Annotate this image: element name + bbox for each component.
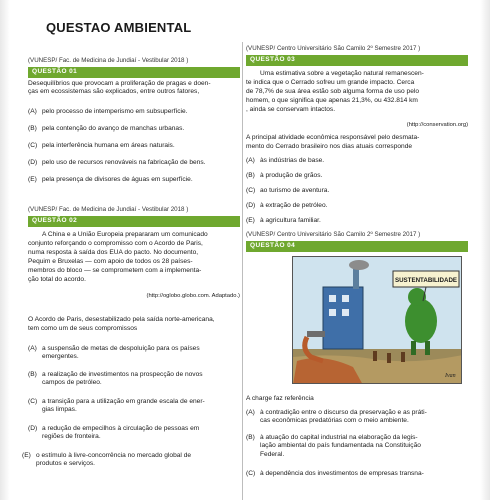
option-letter: (C): [246, 187, 256, 194]
q1-label-bar: [28, 67, 240, 77]
q1-option-c[interactable]: [28, 142, 240, 150]
q4-option-b[interactable]: [246, 434, 468, 459]
q3-label: QUESTÃO 03: [250, 56, 296, 63]
q4-option-a[interactable]: [246, 409, 468, 426]
cartoon-illustration: [293, 257, 462, 384]
q2-text-line-4: Pequim e Bruxelas — com apoio de todos os 28 países-: [28, 258, 193, 265]
option-text: a suspensão de metas de despoluição para os países: [42, 345, 200, 352]
q1-source: (VUNESP/ Fac. de Medicina de Jundiaí - Vestibular 2018 ): [28, 57, 189, 64]
option-text: a transição para a utilização em grande escala de ener-: [42, 398, 205, 405]
q2-label-underline: [28, 226, 240, 227]
q3-text-line-5: , ainda se conservam intactos.: [246, 106, 336, 113]
option-text: pela presença de divisores de águas em superfície.: [42, 176, 193, 183]
option-text: gias limpas.: [42, 406, 77, 414]
q4-stem: A charge faz referência: [246, 395, 314, 402]
q2-text-line-3: numa resposta à saída dos EUA do pacto. No documento,: [28, 249, 199, 256]
q3-option-b[interactable]: [246, 172, 468, 180]
option-letter: (C): [246, 470, 256, 477]
option-letter: (C): [28, 398, 38, 405]
q1-stem-line-1: Desequilíbrios que provocam a proliferação de pragas e doen-: [28, 80, 211, 87]
option-text: à agricultura familiar.: [260, 217, 321, 224]
option-letter: (D): [246, 202, 256, 209]
q2-option-e[interactable]: [22, 452, 234, 469]
option-letter: (B): [28, 125, 37, 132]
q3-text-line-1: Uma estimativa sobre a vegetação natural remanescen-: [260, 70, 424, 77]
q3-text-line-3: de 78,7% de sua área estão sob alguma forma de uso pelo: [246, 88, 420, 95]
q3-stem-line-2: mento do Cerrado brasileiro nos dias atuais corresponde: [246, 143, 413, 150]
q2-option-c[interactable]: [28, 398, 240, 415]
option-letter: (A): [246, 157, 255, 164]
option-text: pelo uso de recursos renováveis na fabricação de bens.: [42, 159, 206, 166]
option-text: emergentes.: [42, 353, 79, 361]
option-letter: (D): [28, 425, 38, 432]
q2-stem-line-2: tem como um de seus compromissos: [28, 325, 138, 332]
q2-credit: (http://oglobo.globo.com. Adaptado.): [146, 293, 240, 299]
option-text: campos de petróleo.: [42, 379, 102, 387]
option-letter: (B): [246, 434, 255, 441]
q1-label-underline: [28, 77, 240, 78]
option-text: a redução de empecilhos à circulação de pessoas em: [42, 425, 200, 432]
option-text: às indústrias de base.: [260, 157, 325, 164]
q3-label-bar: [246, 55, 468, 65]
q2-option-b[interactable]: [28, 371, 240, 388]
option-text: o estímulo à livre-concorrência no mercado global de: [36, 452, 192, 459]
option-text: pelo processo de intemperismo em subsuperfície.: [42, 108, 188, 115]
q2-text-line-1: A China e a União Europeia prepararam um comunicado: [42, 231, 208, 238]
option-text: à extração de petróleo.: [260, 202, 328, 209]
option-text: pela interferência humana em áreas naturais.: [42, 142, 175, 149]
cartoon-signature: Ivan: [445, 373, 456, 379]
option-letter: (B): [28, 371, 37, 378]
option-letter: (C): [28, 142, 38, 149]
q1-option-d[interactable]: [28, 159, 240, 167]
q3-text-line-2: te indica que o Cerrado sofreu um grande impacto. Cerca: [246, 79, 415, 86]
q1-option-a[interactable]: [28, 108, 240, 116]
option-text: pela contenção do avanço de manchas urbanas.: [42, 125, 185, 132]
option-text: à produção de grãos.: [260, 172, 323, 179]
option-letter: (E): [22, 452, 31, 459]
q3-stem-line-1: A principal atividade econômica responsável pelo desmata-: [246, 134, 420, 141]
option-text: Federal.: [260, 450, 285, 458]
q3-option-d[interactable]: [246, 202, 468, 210]
option-letter: (D): [28, 159, 38, 166]
left-edge-shadow: [0, 0, 10, 500]
option-text: cas econômicas predatórias com o meio ambiente.: [260, 417, 409, 425]
q1-stem-line-2: ças em ecossistemas são explicados, entre outros fatores,: [28, 88, 200, 95]
q3-source: (VUNESP/ Centro Universitário São Camilo 2º Semestre 2017 ): [246, 45, 421, 52]
option-text: lação ambiental do país fundamentada na Constituição: [260, 442, 421, 450]
option-text: à atuação do capital industrial na elaboração da legis-: [260, 434, 418, 441]
page-title: QUESTAO AMBIENTAL: [46, 20, 192, 35]
q3-credit: (http://conservation.org): [406, 122, 468, 128]
q4-label-underline: [246, 251, 468, 252]
q2-text-line-2: conjunto reforçando o compromisso com o Acordo de Paris,: [28, 240, 203, 247]
q4-label: QUESTÃO 04: [250, 242, 296, 249]
q1-option-b[interactable]: [28, 125, 240, 133]
option-text: regiões de fronteira.: [42, 433, 101, 441]
option-letter: (B): [246, 172, 255, 179]
q3-text-line-4: homem, o que significa que apenas 21,3%, ou 432.814 km: [246, 97, 418, 104]
q3-option-a[interactable]: [246, 157, 468, 165]
q4-source: (VUNESP/ Centro Universitário São Camilo 2º Semestre 2017 ): [246, 231, 421, 238]
column-divider: [242, 42, 243, 500]
option-letter: (A): [246, 409, 255, 416]
q3-option-e[interactable]: [246, 217, 468, 225]
q3-label-underline: [246, 65, 468, 66]
right-edge-shadow: [480, 0, 490, 500]
option-letter: (E): [246, 217, 255, 224]
q2-stem-line-1: O Acordo de Paris, desestabilizado pela saída norte-americana,: [28, 316, 215, 323]
q4-label-bar: [246, 241, 468, 251]
q2-option-d[interactable]: [28, 425, 240, 442]
cartoon-sign-text: SUSTENTABILIDADE: [394, 277, 458, 284]
q2-option-a[interactable]: [28, 345, 240, 362]
q2-text-line-6: ção total do acordo.: [28, 276, 86, 283]
q1-option-e[interactable]: [28, 176, 240, 184]
q2-label-bar: [28, 216, 240, 226]
option-text: à contradição entre o discurso da preservação e as práti-: [260, 409, 427, 416]
q2-source: (VUNESP/ Fac. de Medicina de Jundiaí - Vestibular 2018 ): [28, 206, 189, 213]
option-text: produtos e serviços.: [36, 460, 96, 468]
option-letter: (A): [28, 345, 37, 352]
option-text: à dependência dos investimentos de empresas transna-: [260, 470, 424, 477]
q2-label: QUESTÃO 02: [32, 217, 78, 224]
option-letter: (A): [28, 108, 37, 115]
option-text: ao turismo de aventura.: [260, 187, 330, 194]
q3-option-c[interactable]: [246, 187, 468, 195]
q4-option-c[interactable]: [246, 470, 468, 478]
option-letter: (E): [28, 176, 37, 183]
option-text: a realização de investimentos na prospecção de novos: [42, 371, 203, 378]
q1-label: QUESTÃO 01: [32, 68, 78, 75]
q2-text-line-5: membros do bloco — se comprometem com a implementa-: [28, 267, 202, 274]
q4-cartoon: [292, 256, 462, 384]
